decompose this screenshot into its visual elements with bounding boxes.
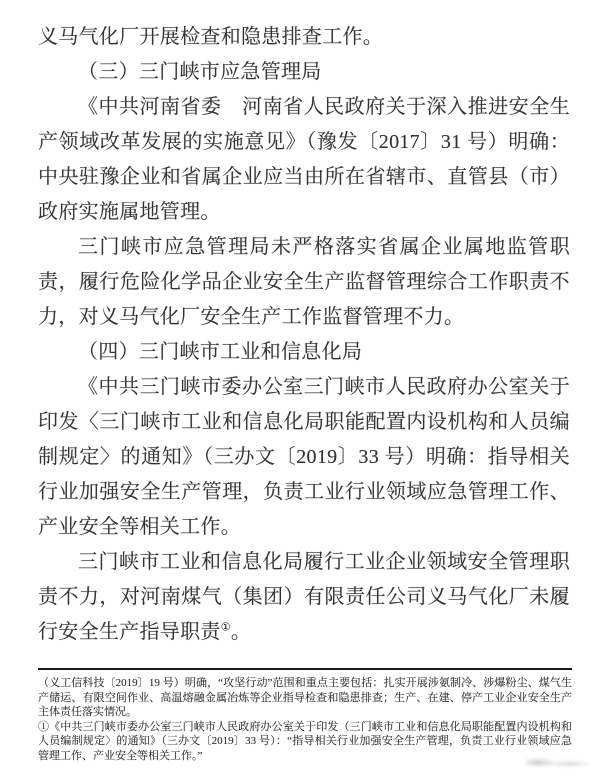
paragraph-text: 义马气化厂开展检查和隐患排查工作。 <box>38 26 384 48</box>
paragraph <box>38 545 570 650</box>
paragraph <box>38 230 570 335</box>
paragraph-text: 《中共河南省委 河南省人民政府关于深入推进安全生产领域改革发展的实施意见》（豫发〔2017〕31 号）明确：中央驻豫企业和省属企业应当由所在省辖市、直管县（市）政府实施属地管理。 <box>38 96 570 223</box>
footnote-area <box>38 668 572 763</box>
paragraph-text: （四）三门峡市工业和信息化局 <box>78 341 363 363</box>
paragraph-text: 。 <box>230 621 252 643</box>
footnote-list <box>38 676 572 763</box>
paragraph <box>38 90 570 230</box>
document-body <box>38 20 570 650</box>
paragraph <box>38 20 570 55</box>
paragraph-text: 《中共三门峡市委办公室三门峡市人民政府办公室关于印发〈三门峡市工业和信息化局职能配置内设机构和人员编制规定〉的通知》（三办文〔2019〕33 号）明确：指导相关行业加强安全生产管理，负责工业行业领域应急管理工作、产业安全等相关工作。 <box>38 376 570 538</box>
paragraph-text: 三门峡市应急管理局未严格落实省属企业属地监管职责，履行危险化学品企业安全生产监督管理综合工作职责不力，对义马气化厂安全生产工作监督管理不力。 <box>38 236 570 328</box>
paragraph <box>38 370 570 545</box>
paragraph-text: 三门峡市工业和信息化局履行工业企业领域安全管理职责不力，对河南煤气（集团）有限责任公司义马气化厂未履行安全生产指导职责 <box>38 551 570 643</box>
scan-artifact <box>526 756 592 769</box>
footnote-separator <box>38 668 572 670</box>
footnote-ref-marker: ① <box>220 621 231 634</box>
paragraph-text: （三）三门峡市应急管理局 <box>78 61 322 83</box>
footnote-entry: （义工信科技〔2019〕19 号）明确，“攻坚行动”范围和重点主要包括：扎实开展涉氨制冷、涉爆粉尘、煤气生产储运、有限空间作业、高温熔融金属冶炼等企业指导检查和隐患排查；生产、在建、停产工业企业安全生产主体责任落实情况。 <box>38 677 572 718</box>
paragraph <box>38 335 570 370</box>
paragraph <box>38 55 570 90</box>
footnote-entry: ①《中共三门峡市委办公室三门峡市人民政府办公室关于印发（三门峡市工业和信息化局职能配置内设机构和人员编制规定〉的通知》（三办文〔2019〕33 号）：“指导相关行业加强安全生产管理，负责工业行业领域应急管理工作、产业安全等相关工作。” <box>38 720 572 762</box>
